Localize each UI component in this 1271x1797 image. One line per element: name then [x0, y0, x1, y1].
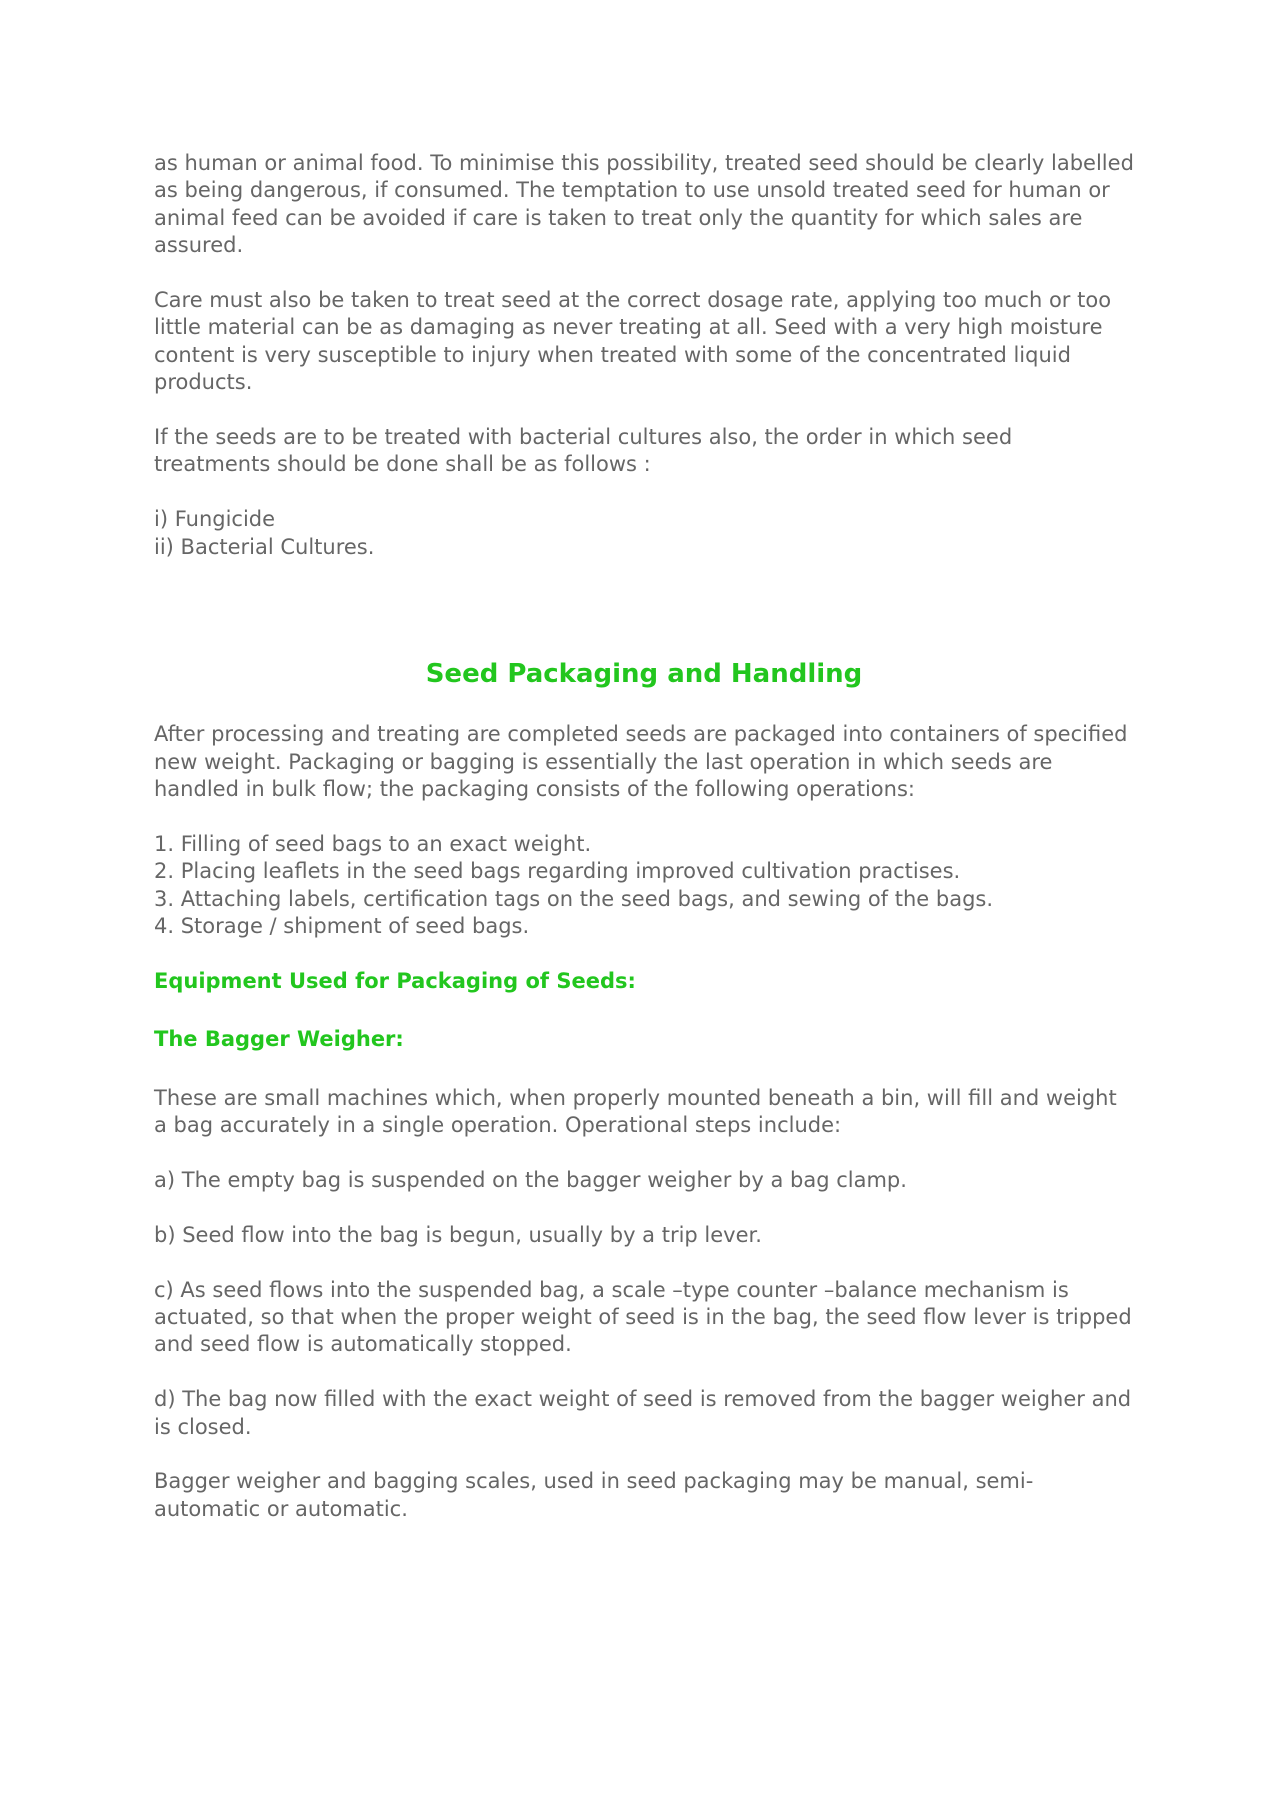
list-item: 2. Placing leaflets in the seed bags regarding improved cultivation practises. [154, 859, 961, 884]
list-item: 3. Attaching labels, certification tags on the seed bags, and sewing of the bags. [154, 886, 994, 911]
spacer [154, 588, 1134, 659]
step-b: b) Seed flow into the bag is begun, usually by a trip lever. [154, 1222, 762, 1247]
bagger-weigher-heading: The Bagger Weigher: [154, 1027, 404, 1052]
list-item: 1. Filling of seed bags to an exact weight. [154, 832, 592, 857]
packaging-operations-list [154, 831, 1134, 941]
paragraph-bagger-intro: These are small machines which, when properly mounted beneath a bin, will fill and weight a bag accurately in a single operation. Operational steps include: [154, 1085, 1117, 1138]
paragraph-treated-seed-labelling: as human or animal food. To minimise this possibility, treated seed should be clearly labelled as being dangerous, if consumed. The temptation to use unsold treated seed for human or animal feed can be avoided if care is taken to treat only the quantity for which sales are assured. [154, 151, 1134, 258]
equipment-heading: Equipment Used for Packaging of Seeds: [154, 969, 636, 994]
step-a: a) The empty bag is suspended on the bagger weigher by a bag clamp. [154, 1168, 907, 1193]
paragraph-treatment-order: If the seeds are to be treated with bacterial cultures also, the order in which seed treatments should be done shall be as follows : [154, 425, 1013, 477]
paragraph-packaging-intro: After processing and treating are completed seeds are packaged into containers of specified new weight. Packaging or bagging is essentially the last operation in which seeds are handled in bulk flow; the packaging consists of the following operations: [154, 722, 1128, 802]
paragraph-closing: Bagger weigher and bagging scales, used in seed packaging may be manual, semi-automatic or automatic. [154, 1469, 1034, 1521]
list-item: 4. Storage / shipment of seed bags. [154, 914, 530, 939]
section-title: Seed Packaging and Handling [425, 659, 863, 690]
paragraph-dosage-rate: Care must also be taken to treat seed at the correct dosage rate, applying too much or too little material can be as damaging as never treating at all. Seed with a very high moisture content is very susceptible to injury when treated with some of the concentrated liquid products. [154, 288, 1112, 395]
document-page [154, 150, 1134, 1551]
list-item: i) Fungicide [154, 507, 276, 532]
treatment-order-list [154, 506, 1134, 561]
step-d: d) The bag now filled with the exact weight of seed is removed from the bagger weigher and is closed. [154, 1387, 1132, 1439]
step-c: c) As seed flows into the suspended bag, a scale –type counter –balance mechanism is actuated, so that when the proper weight of seed is in the bag, the seed flow lever is tripped and seed flow is automatically stopped. [154, 1277, 1132, 1357]
list-item: ii) Bacterial Cultures. [154, 534, 375, 559]
